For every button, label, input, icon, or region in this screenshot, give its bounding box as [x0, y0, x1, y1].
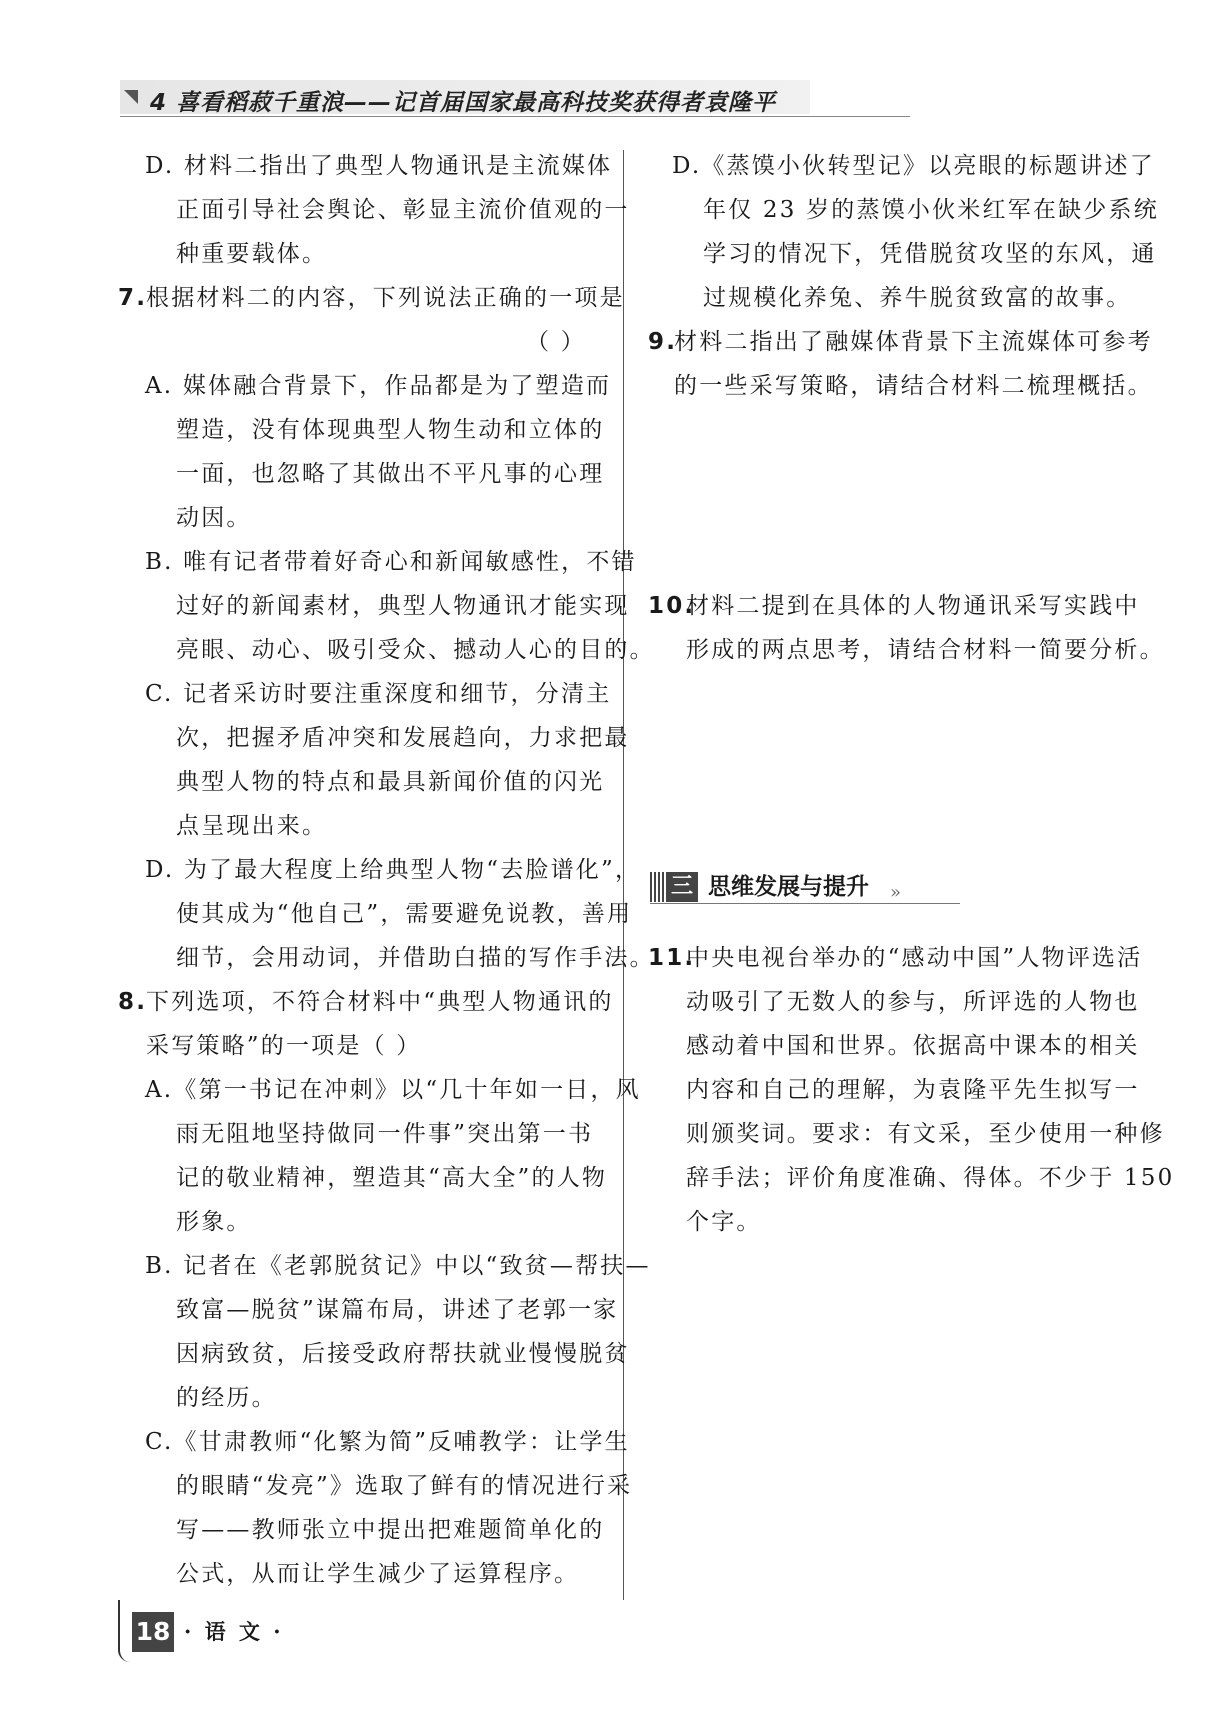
- subject-label: · 语 文 ·: [184, 1619, 284, 1644]
- section-badge: 三: [666, 872, 698, 902]
- q7-answer-paren: （ ）: [526, 329, 586, 355]
- header-title: 4 喜看稻菽千重浪——记首届国家最高科技奖获得者袁隆平: [150, 90, 777, 116]
- q9-number: 9.: [648, 329, 678, 355]
- q7-number: 7.: [118, 285, 148, 311]
- q7-stem: 根据材料二的内容，下列说法正确的一项是: [146, 285, 625, 311]
- section-heading: [650, 870, 960, 904]
- section-title: 思维发展与提升: [708, 874, 869, 900]
- q10-number: 10.: [648, 593, 696, 619]
- header-triangle-icon: [124, 90, 138, 104]
- section-stripes-icon: [650, 872, 664, 902]
- header-rule: [120, 116, 910, 117]
- q11-number: 11.: [648, 945, 696, 971]
- double-chevron-icon: »: [890, 882, 902, 903]
- q8-number: 8.: [118, 989, 148, 1015]
- section-rule: [650, 903, 960, 904]
- page-number: 18: [132, 1612, 174, 1652]
